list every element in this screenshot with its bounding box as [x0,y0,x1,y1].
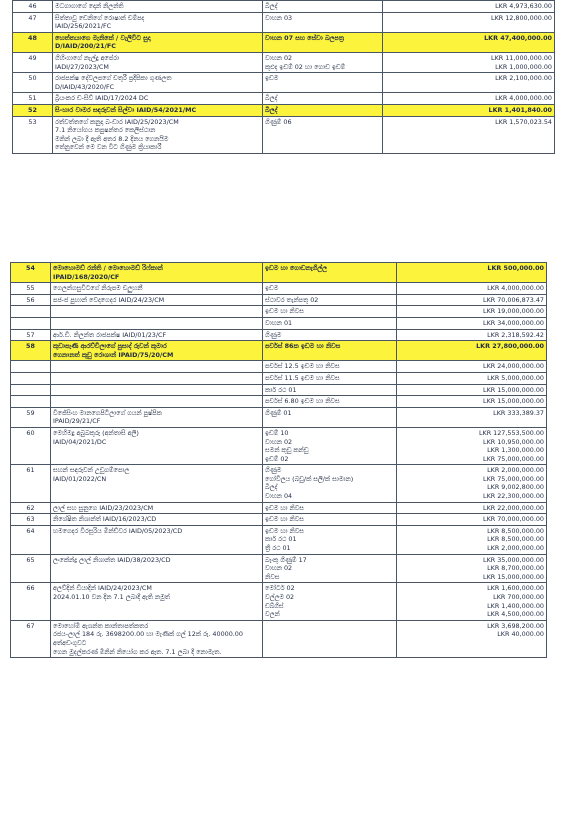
case-description-line: තේනුවෙන් මෙ වන විට ගිණුම ක්‍රියාකාරී [55,143,162,152]
asset-value-line: LKR 24,000,000.00 [483,362,544,371]
asset-item-line: පර්චස් 12.5 ඉඩම හා නිවස [265,362,340,371]
row-number: 59 [11,407,51,427]
case-description [51,361,263,373]
table-row [11,294,547,306]
asset-item-line: සමන් කුඩු කන්ඩු [265,446,309,455]
row-number [11,317,51,329]
row-number: 65 [11,554,51,583]
asset-value-line: LKR 8,500,000.00 [487,535,544,544]
case-description-line: ගෙන මුදල්කරණ් මිනින් නියෝග කර ඇත. 7.1 ලබා දී නොමැත. [53,647,222,656]
case-description-line [53,386,260,395]
row-number: 56 [11,294,51,306]
table-row [11,384,547,396]
asset-value [397,372,547,384]
asset-item-line: ගිණුම් 06 [265,117,292,126]
asset-item-line: වාහන 01 [265,318,293,327]
asset-value-line: LKR 4,000,000.00 [487,284,544,293]
asset-item-line: බිලද් [265,483,278,492]
asset-item [263,502,397,514]
case-description-line [53,397,260,406]
case-description [51,384,263,396]
case-description-line: සිත්තාවු ඩෙනිගේ රොෂාන් චම්පද [55,13,145,22]
asset-item-line: ඩබ්ගිස් [265,601,284,610]
asset-value-line: LKR 70,000,000.00 [483,515,544,524]
case-description [51,306,263,318]
asset-value-line: LKR 333,389.37 [493,408,544,417]
asset-item-line: පර්චස් 6.80 ඉඩම හා නිවස [265,397,340,406]
case-description-line: මොහොමඩ් රන්ති / මොහොමඩ් රිෆ්කාන් [53,264,163,272]
asset-value [397,361,547,373]
asset-item [263,396,397,408]
asset-item-line: මෝටර් 02 [265,584,295,593]
asset-item-line: නිවස [265,572,280,581]
case-description-line: ගෙනානත් කුඩු රොශාන් IPAID/75/20/CM [53,350,174,359]
case-description-line: මනින් ලබා දී ඇති අතර 8.2 දිනය ගෙනයිම [55,134,169,143]
case-description-line: පජ-ජ පුහාන් වෙදගෙදර IAID/24/23/CM [53,295,165,304]
asset-value [397,329,547,341]
case-description-line: IPAID/168/2020/CF [53,272,120,281]
row-number [11,384,51,396]
row-number: 66 [11,583,51,620]
asset-value-line: LKR 10,950,000.00 [483,437,544,446]
case-description-line [53,362,260,371]
row-number: 50 [13,73,53,93]
case-description-line: හමගෙදර වීරසූරිය මින්ඩ්වර IAID/05/2023/CD [53,526,183,535]
case-description [51,514,263,526]
case-description [53,73,263,93]
case-description [51,341,263,361]
row-number: 46 [13,1,53,13]
row-number: 62 [11,502,51,514]
asset-value-line: LKR 4,000,000.00 [495,94,552,103]
case-description [51,525,263,554]
case-description [51,427,263,464]
asset-value-line: LKR 4,973,630.00 [495,2,552,10]
asset-item [263,73,383,93]
case-description-line: අලව්දින් ඩියාදින් IAID/24/2023/CM [53,584,152,593]
row-number: 61 [11,465,51,502]
case-description-line [53,319,260,328]
asset-item [263,583,397,620]
asset-value-line: LKR 47,400,000.00 [484,33,552,42]
asset-item-line: ගිණුම් 01 [265,408,292,417]
asset-item-line: ත්‍රී රථ 01 [265,544,291,553]
case-description [53,104,263,116]
asset-value [383,32,555,52]
asset-item [263,525,397,554]
asset-value [397,294,547,306]
asset-value [397,384,547,396]
case-description-line: මධගාගාගේ දොන් නිලන්ති [55,2,124,10]
asset-item [263,465,397,502]
asset-item [263,294,397,306]
case-description [53,32,263,52]
asset-value-line: LKR 70,006,873.47 [483,295,544,304]
asset-value-line: LKR 11,000,000.00 [491,53,552,62]
asset-item [263,384,397,396]
asset-item [263,306,397,318]
table-row [11,361,547,373]
asset-value [397,396,547,408]
asset-item [263,116,383,153]
asset-value-line: LKR 27,800,000.00 [476,342,544,351]
table-row [11,554,547,583]
asset-value [397,427,547,464]
table-row [11,465,547,502]
case-description-line: 2024.01.10 වන දින 7.1 ලබාදී ඇති නමුත් [53,593,170,601]
asset-value-line: LKR 8,700,000.00 [487,564,544,573]
asset-value [383,104,555,116]
case-description-line: ආර්.ඩී. නිලන්ත රාජපක්ෂ IAID/01/23/CF [53,330,167,339]
asset-table-upper [12,0,555,154]
asset-item-line: ඉඩම් 10 [265,428,289,437]
case-description-line: සහන් සඳරුවන් උඩුගම්පොල [53,466,130,475]
table-row [11,583,547,620]
case-description [53,12,263,32]
case-description-line: රජය-ලාල් 184 රු. 3698200.00 හා මැණික් ගල් 12ක් රු. 40000.00 අත්අඩංගුවට [53,630,243,647]
asset-item-line: කාර් රථ 01 [265,535,297,544]
case-description-line: මෙහිමදු අබුබකුරු (අන්තාසි අලි) [53,428,139,437]
row-number: 48 [13,32,53,52]
asset-item-line: බිලද් [265,94,278,103]
table-row [13,52,555,72]
row-number [11,396,51,408]
case-description-line: ගෙලන්ගසුවිටගේ නිරුපම චලුහනී [53,284,143,293]
asset-item [263,554,397,583]
asset-value [397,502,547,514]
asset-item-line: ඉඩම හා නිවස [265,526,304,535]
asset-table-lower [10,262,547,658]
case-description-line [53,307,260,316]
row-number [11,361,51,373]
asset-item-line: පර්චස් 11.5 ඉඩම හා නිවස [265,373,340,382]
row-number: 58 [11,341,51,361]
case-description-line: බ්‍රියංකර ඩ-සිව් IAID/17/2024 DC [55,94,149,103]
table-row [11,263,547,283]
row-number [11,306,51,318]
row-number: 49 [13,52,53,72]
asset-item-line: ඉඩම හා නිවස [265,307,304,316]
table-row [11,341,547,361]
asset-item [263,93,383,105]
asset-value-line: LKR 2,318,592.42 [487,330,544,339]
asset-value-line: LKR 2,000,000.00 [487,544,544,553]
case-description [51,263,263,283]
asset-item-line: කාර් රථ 01 [265,385,297,394]
asset-item-line: බිලද් [265,2,278,10]
case-description-line: හෙත්තයාගෙ මැනිකේ / වැලිවිට සුදා [55,33,151,42]
asset-value [383,116,555,153]
table-row [11,427,547,464]
case-description-line: ලංකේන්ද්‍ර ලාල් නිශාන්ත IAID/38/2023/CD [53,555,171,564]
asset-item-line: වාහන 04 [265,492,293,501]
asset-item [263,283,397,295]
row-number: 64 [11,525,51,554]
case-description-line: D/IAID/200/21/FC [55,42,116,51]
case-description-line: IAID/01/2022/CN [53,474,107,483]
case-description-line: විජේසිංහ මානගෙපිටිලාගේ ගයන් පුෂ්පික [53,408,162,417]
case-description-line: සි-හාර වාමර සඳරුවන් සිල්වා IAID/54/2021/MC [55,105,197,114]
asset-value [397,407,547,427]
asset-value-line: LKR 75,000,000.00 [483,454,544,463]
asset-item [263,12,383,32]
asset-item-line: ඉඩම [265,74,279,83]
asset-item-line: වාහන 02 [265,564,293,573]
table-row [11,317,547,329]
asset-item-line: ගෝවිලය (බඩු/ක් සලි/ක් සාමාන) [265,474,354,483]
asset-item [263,514,397,526]
asset-item [263,372,397,384]
case-description [51,465,263,502]
case-description-line: ගිහිංගාගේ නැල්දු අපේරා [55,53,120,62]
table-row [13,73,555,93]
table-row [11,283,547,295]
asset-item-line: පර්චස් 86ක ඉඩම හා නිවස [265,342,341,351]
asset-item [263,317,397,329]
case-description-line: මොහෝමි ඇශන්ත කාන්තාපත්කතර [53,621,149,630]
asset-value [397,514,547,526]
asset-item [263,263,397,283]
asset-item-line: ගිණුම [265,466,282,475]
asset-value-line: LKR 3,698,200.00 [487,621,544,630]
table-row [11,306,547,318]
case-description [53,1,263,13]
asset-value [383,52,555,72]
asset-value-line: LKR 1,000,000.00 [495,62,552,71]
case-description-line: 7.1 නියෝගය කපුෂන්තර කෙලිස්ථාන [55,126,156,135]
case-description [51,329,263,341]
case-description [51,620,263,657]
asset-item [263,427,397,464]
case-description-line: IAID/04/2021/DC [53,437,107,446]
row-number: 51 [13,93,53,105]
asset-item [263,329,397,341]
asset-value [383,93,555,105]
table-row [13,104,555,116]
asset-value [397,306,547,318]
asset-value-line: LKR 1,401,840.00 [488,105,552,114]
case-description [51,283,263,295]
asset-value-line: LKR 22,000,000.00 [483,503,544,512]
page-gap [0,236,566,260]
asset-value-line: LKR 1,570,023.54 [495,117,552,126]
case-description-line: D/IAID/43/2020/FC [55,82,115,91]
case-description [51,396,263,408]
case-description [51,583,263,620]
asset-value-line: LKR 1,400,000.00 [487,601,544,610]
asset-value-line: LKR 40,000.00 [497,630,544,639]
asset-value [383,1,555,13]
asset-value-line: LKR 8,500,000.00 [487,526,544,535]
case-description [51,317,263,329]
table-row [11,502,547,514]
asset-item-line: වාහන 07 සහ සේවා බලපත්‍ර [265,33,344,42]
asset-value-line: LKR 127,553,500.00 [478,428,544,437]
asset-value [397,341,547,361]
asset-item-line: ඉඩම [265,284,279,293]
asset-item [263,52,383,72]
asset-value-line: LKR 22,300,000.00 [483,492,544,501]
table-row [13,116,555,153]
case-description [53,93,263,105]
asset-item-line: බැංකු ගිණුම් 17 [265,555,307,564]
asset-value-line: LKR 1,600,000.00 [487,584,544,593]
asset-value-line: LKR 4,500,000.00 [487,610,544,619]
table-row [13,32,555,52]
case-description-line [53,374,260,383]
row-number: 63 [11,514,51,526]
asset-item [263,1,383,13]
row-number [11,372,51,384]
row-number: 55 [11,283,51,295]
asset-value [397,465,547,502]
asset-value [397,554,547,583]
asset-value-line: LKR 700,000.00 [493,593,544,601]
case-description [51,372,263,384]
table-row [13,93,555,105]
asset-item-line [265,622,394,631]
table-row [13,12,555,32]
case-description [53,52,263,72]
asset-item-line: ඉඩම හා නිවස [265,515,304,524]
asset-value-line: LKR 500,000.00 [487,264,544,272]
row-number: 52 [13,104,53,116]
asset-item [263,341,397,361]
case-description-line: නිශේෂිත නිශාන්ත් IAID/16/2023/CD [53,515,157,524]
asset-value [397,620,547,657]
asset-value [397,317,547,329]
asset-item-line: ඉඩම හා නිවස [265,503,304,512]
case-description-line: IADI/27/2023/CM [55,62,109,71]
asset-item-line: වල්ලම 02 [265,593,295,601]
asset-value-line: LKR 15,000,000.00 [483,572,544,581]
case-description-line: IAID/256/2021/FC [55,22,112,31]
case-description-line: රත්වත්තගේ කනුදා බ-ඩාර IAID/25/2023/CM [55,117,179,126]
asset-value [383,12,555,32]
asset-value [383,73,555,93]
asset-item-line: ඉඩම හා ගොඩනැගිල්ල [265,264,327,272]
case-description-line: IPAID/29/21/CF [53,417,101,426]
asset-value-line: LKR 2,000,000.00 [487,466,544,475]
asset-value-line: LKR 12,800,000.00 [491,13,552,22]
table-row [13,1,555,13]
asset-item-line: ඉඩම් 02 [265,454,289,463]
case-description-line: කුඩාපැණි ආරච්චිලාගේ පුසාද් රුවන් කුමාර [53,342,167,351]
case-description-line: ලාල් සහ සුනුගෙ IAID/23/2023/CM [53,503,154,512]
asset-item-line: වාහන 03 [265,13,293,22]
asset-item-line: ස්ථාවර තැන්පතු 02 [265,295,319,304]
asset-value-line: LKR 19,000,000.00 [483,307,544,316]
table-row [11,396,547,408]
asset-value-line: LKR 75,000,000.00 [483,474,544,483]
row-number: 47 [13,12,53,32]
table-row [11,525,547,554]
asset-value [397,263,547,283]
asset-item [263,361,397,373]
asset-value [397,525,547,554]
asset-value-line: LKR 34,000,000.00 [483,318,544,327]
row-number: 67 [11,620,51,657]
row-number: 60 [11,427,51,464]
case-description [53,116,263,153]
asset-value-line: LKR 15,000,000.00 [483,385,544,394]
case-description [51,294,263,306]
asset-value-line: LKR 1,300,000.00 [487,446,544,455]
asset-item [263,104,383,116]
table-row [11,620,547,657]
row-number: 57 [11,329,51,341]
asset-value-line: LKR 2,100,000.00 [495,74,552,83]
asset-item-line: වලන් [265,610,280,619]
asset-value [397,283,547,295]
asset-item-line: කුළුද ඉඩම් 02 හා ගොඩ ඉඩම් [265,62,346,71]
table-row [11,372,547,384]
asset-value-line: LKR 35,000,000.00 [483,555,544,564]
asset-item [263,620,397,657]
asset-item-line: වාහන 02 [265,53,293,62]
case-description [51,407,263,427]
asset-item [263,32,383,52]
asset-value [397,583,547,620]
asset-item-line: වාහන 02 [265,437,293,446]
case-description [51,554,263,583]
case-description [51,502,263,514]
asset-value-line: LKR 15,000,000.00 [483,397,544,406]
asset-value-line: LKR 9,002,800.00 [487,483,544,492]
asset-value-line: LKR 5,000,000.00 [487,373,544,382]
table-row [11,407,547,427]
row-number: 53 [13,116,53,153]
table-row [11,514,547,526]
row-number: 54 [11,263,51,283]
case-description-line: රාජපක්ෂ දේවලපගේ චතුරී ප්‍රදීපිකා ගුණලත [55,74,172,83]
asset-item [263,407,397,427]
asset-item-line: ගිණුම [265,330,282,339]
table-row [11,329,547,341]
asset-item-line: බිලද් [265,105,278,114]
